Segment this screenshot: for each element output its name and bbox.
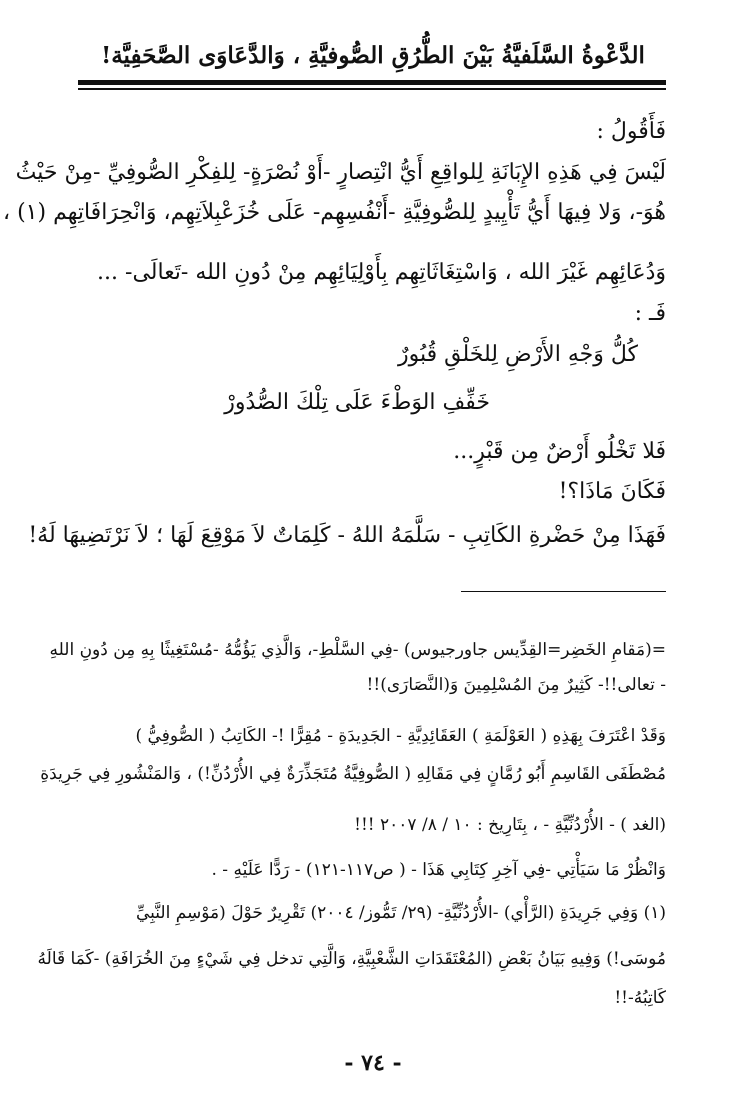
body-line: فَلا تَخْلُو أَرْضٌ مِن قَبْرٍ...	[453, 439, 666, 464]
body-line: فَـ :	[634, 301, 666, 326]
verse-line: كُلُّ وَجْهِ الأَرْضِ لِلخَلْقِ قُبُورٌ	[398, 342, 638, 367]
body-line: لَيْسَ فِي هَذِهِ الإِبَانَةِ لِلواقِعِ أَيُّ انْتِصارٍ -أَوْ نُصْرَةٍ- لِلفِكْرِ الصُّوفِيِّ -مِنْ حَيْثُ	[15, 160, 666, 185]
verse-line: خَفِّفِ الوَطْءَ عَلَى تِلْكَ الصُّدُورْ	[224, 390, 490, 415]
footnote-line: كَاتِبُهُ-!!	[614, 988, 666, 1008]
running-title: الدَّعْوةُ السَّلَفيَّةُ بَيْنَ الطُّرُقِ الصُّوفيَّةِ ، وَالدَّعَاوَى الصَّحَفِيَّة!	[101, 42, 645, 69]
page-number: - ٧٤ -	[344, 1050, 402, 1076]
footnote-line: =(مَقامِ الخَضِر=القِدِّيس جاورجيوس) -فِي السَّلْطِ-، وَالَّذِي يَؤُمُّهُ -مُسْتَغِيثًا بِهِ مِن دُونِ اللهِ	[49, 640, 666, 660]
footnote-line: - تعالى!!- كَثِيرٌ مِنَ المُسْلِمِينَ وَ(النَّصَارَى)!!	[366, 675, 666, 695]
footnote-line: مُصْطَفَى القَاسِمِ أَبُو رُمَّانٍ فِي مَقَالِهِ ( الصُّوفِيَّةُ مُتَجَذِّرَةٌ فِي الأُرْدُنِّ!) ، وَالمَنْشُورِ فِي جَرِيدَةِ	[40, 764, 666, 784]
footnote-line: وَانْظُرْ مَا سَيَأْتِي -فِي آخِرِ كِتَابِي هَذَا - ( ص١١٧-١٢١) - رَدًّا عَلَيْهِ - .	[211, 860, 666, 880]
header-rule-thin	[78, 88, 666, 90]
footnote-line: وَقَدْ اعْتَرَفَ بِهَذِهِ ( العَوْلَمَةِ ) العَقَائِدِيَّةِ - الجَدِيدَةِ - مُقِرًّا !- الكَاتِبُ ( الصُّوفِيُّ )	[135, 726, 666, 746]
body-line: فَكَانَ مَاذَا؟!	[558, 479, 666, 504]
body-line: هُوَ-، وَلا فِيهَا أَيُّ تَأْيِيدٍ لِلصُّوفِيَّةِ -أَنْفُسِهِم- عَلَى خُزَعْبِلاَتِهِم، وَانْحِرَافَاتِهِم (١) ،	[2, 200, 666, 225]
footnote-line: (الغد ) - الأُرْدُنِّيَّةِ - ، بِتَارِيخ : ١٠ / ٨/ ٢٠٠٧ !!!	[354, 815, 666, 835]
footnote-line: مُوسَى!) وَفِيهِ بَيَانُ بَعْضِ (المُعْتَقَدَاتِ الشَّعْبِيَّةِ، وَالَّتِي تدخل فِي شَيْءٍ مِنَ الخُرَافَةِ) -كَمَا قَالَهُ	[37, 949, 666, 969]
footnote-line: (١) وَفِي جَرِيدَةِ (الرَّأْي) -الأُرْدُنِّيَّةِ- (٢٩/ تَمُّوز/ ٢٠٠٤) تَقْرِيرٌ حَوْلَ (مَوْسِمِ النَّبِيِّ	[135, 903, 666, 923]
footnote-separator	[461, 591, 666, 592]
header-rule-thick	[78, 80, 666, 85]
body-line: فَأَقُولُ :	[596, 119, 666, 144]
body-line: فَهَذَا مِنْ حَضْرةِ الكَاتِبِ - سَلَّمَهُ اللهُ - كَلِمَاتٌ لاَ مَوْقِعَ لَهَا ؛ لاَ نَرْتَضِيهَا لَهُ!	[28, 523, 666, 548]
body-line: وَدُعَائِهِم غَيْرَ الله ، وَاسْتِغَاثَاتِهِم بِأَوْلِيَائِهِم مِنْ دُونِ الله -تَعالَى- ...	[97, 260, 666, 285]
